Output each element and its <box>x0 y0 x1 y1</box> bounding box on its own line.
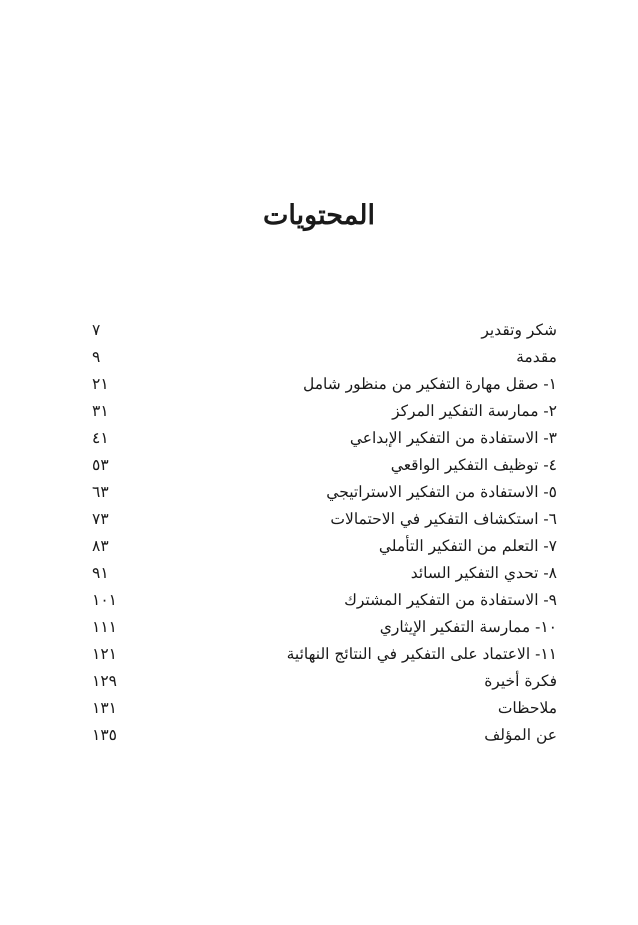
toc-entry-title: ٦- استكشاف التفكير في الاحتمالات <box>330 510 557 528</box>
toc-entry-title: ٩- الاستفادة من التفكير المشترك <box>344 591 557 609</box>
toc-entry-title: ٧- التعلم من التفكير التأملي <box>378 537 557 555</box>
toc-entry-page-number: ١١١ <box>92 618 117 636</box>
toc-entry <box>92 722 557 749</box>
toc-entry-title: ملاحظات <box>497 699 557 717</box>
toc-entry-page-number: ٣١ <box>92 402 109 420</box>
toc-entry-title: ٣- الاستفادة من التفكير الإبداعي <box>349 429 557 447</box>
toc-entry <box>92 344 557 371</box>
table-of-contents <box>92 317 557 749</box>
toc-entry-page-number: ١٣١ <box>92 699 117 717</box>
toc-entry-title: شكر وتقدير <box>481 321 557 339</box>
toc-entry-page-number: ١٢٩ <box>92 672 117 690</box>
toc-entry-title: عن المؤلف <box>484 726 557 744</box>
toc-entry-title: ١١- الاعتماد على التفكير في النتائج النهائية <box>286 645 557 663</box>
toc-entry-page-number: ١٠١ <box>92 591 117 609</box>
toc-entry <box>92 668 557 695</box>
toc-entry-page-number: ٤١ <box>92 429 109 447</box>
toc-entry-page-number: ٨٣ <box>92 537 109 555</box>
toc-entry <box>92 614 557 641</box>
toc-entry-title: ٥- الاستفادة من التفكير الاستراتيجي <box>326 483 557 501</box>
toc-entry-page-number: ٧٣ <box>92 510 109 528</box>
toc-entry <box>92 479 557 506</box>
toc-entry <box>92 641 557 668</box>
toc-entry-page-number: ٢١ <box>92 375 109 393</box>
toc-entry <box>92 452 557 479</box>
toc-entry-title: مقدمة <box>516 348 557 366</box>
toc-entry <box>92 317 557 344</box>
toc-entry-title: ٤- توظيف التفكير الواقعي <box>390 456 557 474</box>
toc-entry-page-number: ٧ <box>92 321 101 339</box>
toc-entry <box>92 587 557 614</box>
toc-entry <box>92 533 557 560</box>
toc-entry <box>92 560 557 587</box>
toc-entry-page-number: ٦٣ <box>92 483 109 501</box>
toc-entry-page-number: ٩ <box>92 348 101 366</box>
toc-entry-title: ١٠- ممارسة التفكير الإيثاري <box>379 618 557 636</box>
toc-entry <box>92 425 557 452</box>
toc-entry-page-number: ٩١ <box>92 564 109 582</box>
toc-entry <box>92 695 557 722</box>
toc-entry-page-number: ١٣٥ <box>92 726 117 744</box>
toc-entry <box>92 506 557 533</box>
toc-entry <box>92 371 557 398</box>
toc-entry-page-number: ١٢١ <box>92 645 117 663</box>
toc-entry-title: ٨- تحدي التفكير السائد <box>410 564 557 582</box>
toc-entry-page-number: ٥٣ <box>92 456 109 474</box>
toc-entry-title: فكرة أخيرة <box>484 672 557 690</box>
toc-entry-title: ٢- ممارسة التفكير المركز <box>392 402 557 420</box>
page-title: المحتويات <box>262 200 376 231</box>
toc-entry-title: ١- صقل مهارة التفكير من منظور شامل <box>302 375 557 393</box>
toc-entry <box>92 398 557 425</box>
